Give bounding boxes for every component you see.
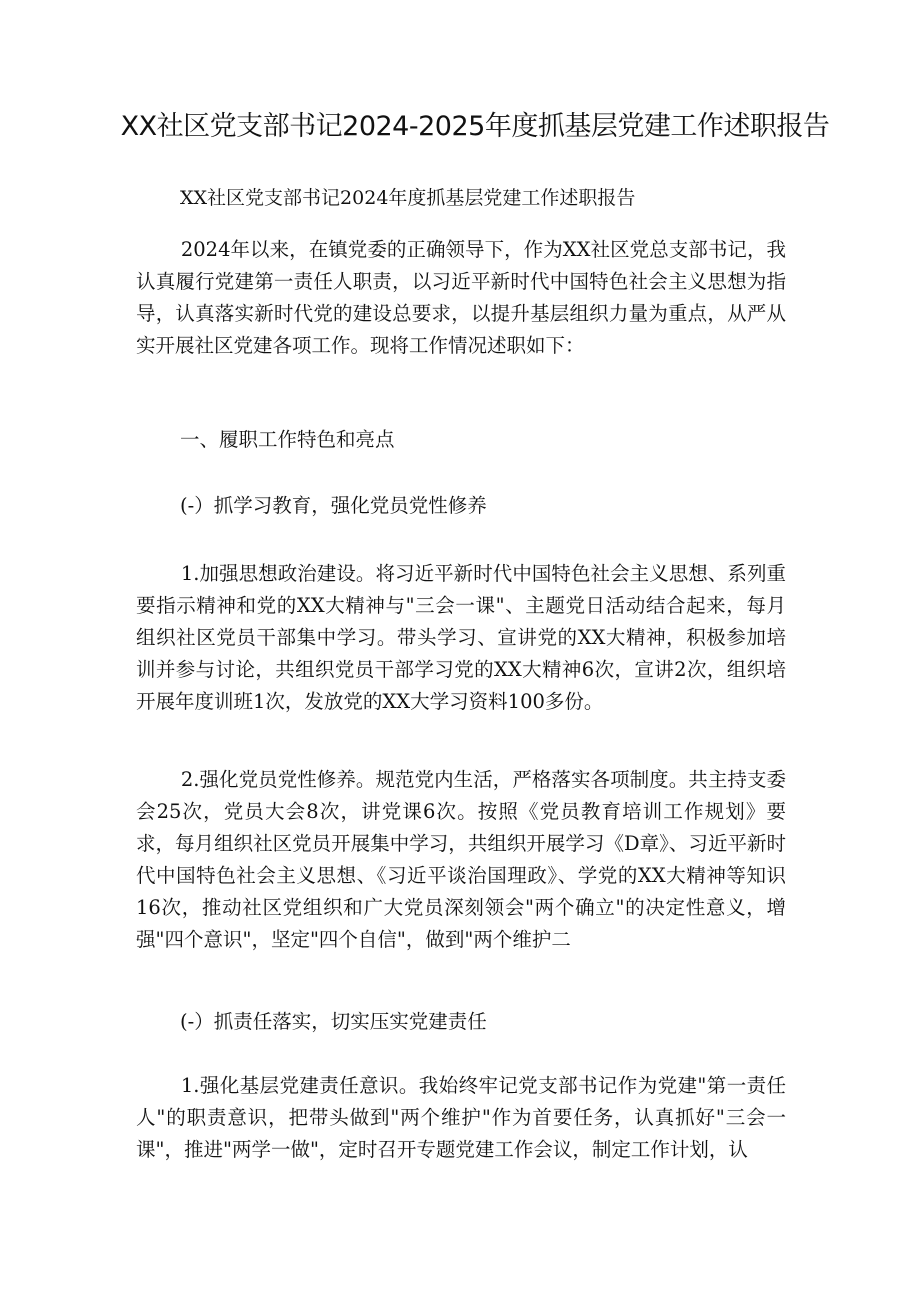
intro-paragraph: 2024年以来，在镇党委的正确领导下，作为XX社区党总支部书记，我认真履行党建第一责任人职责，以习近平新时代中国特色社会主义思想为指导，认真落实新时代党的建设总要求，以提升基层组织力量为重点，从严从实开展社区党建各项工作。现将工作情况述职如下：	[136, 238, 786, 357]
subsection-heading-1: (-）抓学习教育，强化党员党性修养	[180, 494, 487, 517]
item-paragraph-2: 2.强化党员党性修养。规范党内生活，严格落实各项制度。共主持支委会25次，党员大会8次，讲党课6次。按照《党员教育培训工作规划》要求，每月组织社区党员开展集中学习，共组织开展学习《D章》、习近平新时代中国特色社会主义思想、《习近平谈治国理政》、学党的XX大精神等知识16次，推动社区党组织和广大党员深刻领会"两个确立"的决定性意义，增强"四个意识"，坚定"四个自信"，做到"两个维护二	[136, 768, 786, 951]
document-subtitle: XX社区党支部书记2024年度抓基层党建工作述职报告	[180, 187, 636, 209]
item-paragraph-3: 1.强化基层党建责任意识。我始终牢记党支部书记作为党建"第一责任人"的职责意识，把带头做到"两个维护"作为首要任务，认真抓好"三会一课"，推进"两学一做"，定时召开专题党建工作会议，制定工作计划，认	[136, 1074, 786, 1161]
subsection-heading-2: (-）抓责任落实，切实压实党建责任	[180, 1010, 487, 1033]
item-paragraph-1: 1.加强思想政治建设。将习近平新时代中国特色社会主义思想、系列重要指示精神和党的XX大精神与"三会一课"、主题党日活动结合起来，每月组织社区党员干部集中学习。带头学习、宣讲党的XX大精神，积极参加培训并参与讨论，共组织党员干部学习党的XX大精神6次，宣讲2次，组织培开展年度训班1次，发放党的XX大学习资料100多份。	[136, 562, 786, 713]
document-title: XX社区党支部书记2024-2025年度抓基层党建工作述职报告	[120, 111, 830, 142]
section-heading-1: 一、履职工作特色和亮点	[180, 428, 395, 451]
